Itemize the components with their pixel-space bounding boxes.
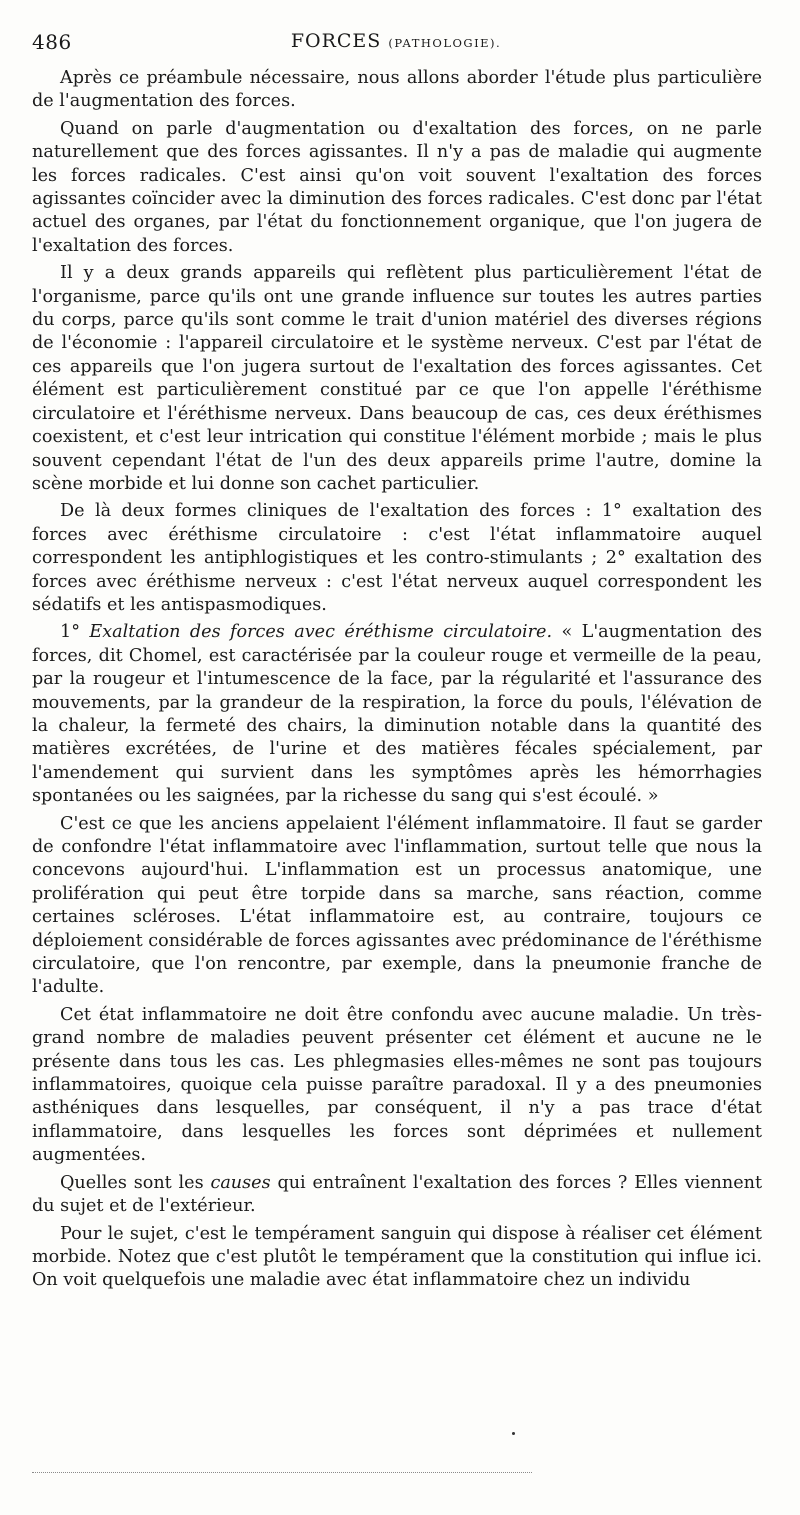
paragraph-text: Il y a deux grands appareils qui reflètent plus particulièrement l'état de l'organisme, parce qu'ils ont une grande influence sur toutes les autres parties du corps, parce qu'ils sont comme le trait d'union matériel des diverses régions de l'économie : l'appareil circulatoire et le système nerveux. C'est par l'état de ces appareils que l'on jugera surtout de l'exaltation des forces agissantes. Cet élément est particulièrement constitué par ce que l'on appelle l'éréthisme circulatoire et l'éréthisme nerveux. Dans beaucoup de cas, ces deux éréthismes coexistent, et c'est leur intrication qui constitue l'élément morbide ; mais le plus souvent cependant l'état de l'un des deux appareils prime l'autre, domine la scène morbide et lui donne son cachet particulier.	[32, 263, 762, 494]
paragraph-text: Quand on parle d'augmentation ou d'exaltation des forces, on ne parle naturellement que des forces agissantes. Il n'y a pas de maladie qui augmente les forces radicales. C'est ainsi qu'on voit souvent l'exaltation des forces agissantes coïncider avec la diminution des forces radicales. C'est donc par l'état actuel des organes, par l'état du fonctionnement organique, que l'on jugera de l'exaltation des forces.	[32, 118, 762, 256]
paragraph	[32, 262, 762, 496]
paragraph-text: De là deux formes cliniques de l'exaltation des forces : 1° exaltation des forces avec éréthisme circulatoire : c'est l'état inflammatoire auquel correspondent les antiphlogistiques et les contro-stimulants ; 2° exaltation des forces avec éréthisme nerveux : c'est l'état nerveux auquel correspondent les sédatifs et les antispasmodiques.	[32, 501, 762, 615]
paragraph-text: qui entraînent l'exaltation des forces ? Elles viennent du sujet et de l'extérieur.	[32, 1172, 763, 1217]
running-title-main: FORCES	[290, 30, 382, 52]
section-number: 1°	[60, 622, 80, 643]
paragraph	[32, 118, 762, 258]
paragraph	[32, 813, 762, 1000]
paragraph	[32, 500, 762, 617]
paragraph-text: « L'augmentation des forces, dit Chomel, est caractérisée par la couleur rouge et vermeille de la peau, par la rougeur et l'intumescence de la face, par la régularité et l'assurance des mouvements, par la grandeur de la respiration, la force du pouls, l'élévation de la chaleur, la fermeté des chairs, la diminution notable dans la quantité des matières excrétées, de l'urine et des matières fécales spécialement, par l'amendement qui survient dans les symptômes après les hémorrhagies spontanées ou les saignées, par la richesse du sang qui s'est écoulé. »	[32, 622, 762, 807]
page-number: 486	[32, 30, 72, 54]
paragraph	[32, 1223, 762, 1293]
paragraph-text: C'est ce que les anciens appelaient l'élément inflammatoire. Il faut se garder de confondre l'état inflammatoire avec l'inflammation, surtout telle que nous la concevons aujourd'hui. L'inflammation est un processus anatomique, une prolifération qui peut être torpide dans sa marche, sans réaction, comme certaines scléroses. L'état inflammatoire est, au contraire, toujours ce déploiement considérable de forces agissantes avec prédominance de l'éréthisme circulatoire, que l'on rencontre, par exemple, dans la pneumonie franche de l'adulte.	[32, 813, 762, 998]
paragraph	[32, 1004, 762, 1168]
print-speck	[512, 1432, 515, 1435]
body-text	[32, 67, 762, 1297]
paragraph-text: Cet état inflammatoire ne doit être confondu avec aucune maladie. Un très-grand nombre de maladies peuvent présenter cet élément et aucune ne le présente dans tous les cas. Les phlegmasies elles-mêmes ne sont pas toujours inflammatoires, quoique cela puisse paraître paradoxal. Il y a des pneumonies asthéniques dans lesquelles, par conséquent, il n'y a pas trace d'état inflammatoire, dans lesquelles les forces sont déprimées et nullement augmentées.	[32, 1004, 762, 1166]
section-heading: Exaltation des forces avec éréthisme circulatoire.	[89, 622, 553, 643]
running-title	[32, 30, 760, 52]
paragraph	[32, 1172, 762, 1219]
running-header	[32, 26, 760, 56]
footer-rule	[32, 1472, 532, 1473]
paragraph	[32, 621, 762, 808]
paragraph-text-lead: Quelles sont les	[60, 1172, 204, 1193]
running-title-subtitle: (PATHOLOGIE).	[388, 36, 502, 50]
paragraph-text: Pour le sujet, c'est le tempérament sanguin qui dispose à réaliser cet élément morbide. Notez que c'est plutôt le tempérament que la constitution qui influe ici. On voit quelquefois une maladie avec état inflammatoire chez un individu	[32, 1223, 762, 1291]
paragraph-text: Après ce préambule nécessaire, nous allons aborder l'étude plus particulière de l'augmentation des forces.	[32, 68, 762, 112]
emphasized-word: causes	[210, 1172, 271, 1193]
paragraph	[32, 67, 762, 114]
